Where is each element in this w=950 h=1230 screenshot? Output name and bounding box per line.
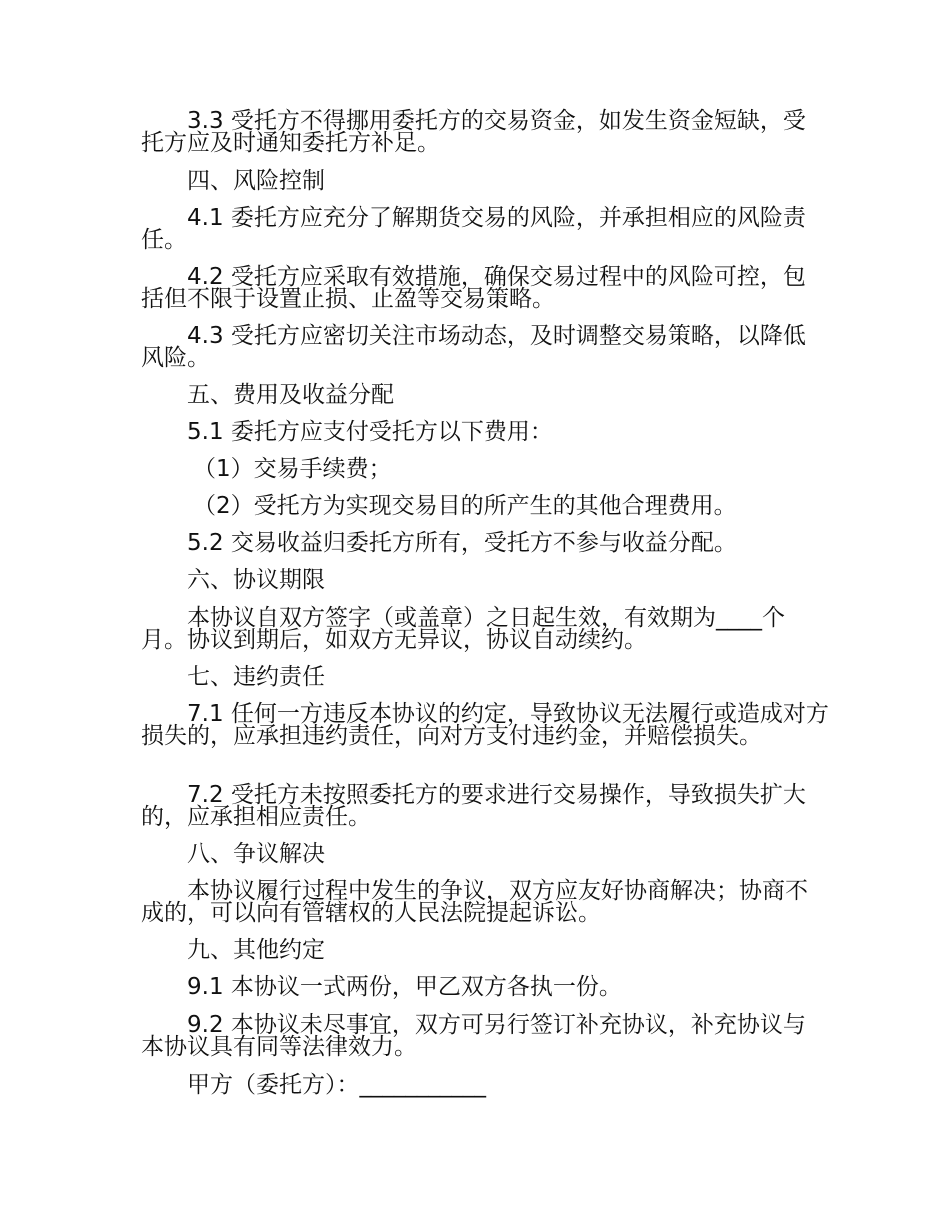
paragraph-9-2: 9.2 本协议未尽事宜，双方可另行签订补充协议，补充协议与本协议具有同等法律效力。: [141, 1012, 806, 1060]
paragraph-9-1: 9.1 本协议一式两份，甲乙双方各执一份。: [187, 974, 622, 1000]
paragraph-4-3: 4.3 受托方应密切关注市场动态，及时调整交易策略，以降低风险。: [141, 323, 806, 371]
heading-risk-control: 四、风险控制: [187, 168, 325, 194]
heading-dispute: 八、争议解决: [187, 841, 325, 867]
list-item-2: （2）受托方为实现交易目的所产生的其他合理费用。: [193, 493, 737, 519]
heading-other: 九、其他约定: [187, 937, 325, 963]
paragraph-3-3: 3.3 受托方不得挪用委托方的交易资金，如发生资金短缺，受托方应及时通知委托方补足。: [141, 108, 806, 156]
list-item-1: （1）交易手续费；: [193, 456, 392, 482]
paragraph-5-2: 5.2 交易收益归委托方所有，受托方不参与收益分配。: [187, 530, 737, 556]
heading-liability: 七、违约责任: [187, 664, 325, 690]
paragraph-7-2: 7.2 受托方未按照委托方的要求进行交易操作，导致损失扩大的，应承担相应责任。: [141, 782, 806, 830]
signature-party-a: 甲方（委托方）：___________: [187, 1072, 486, 1098]
heading-fees-and-profit: 五、费用及收益分配: [187, 382, 394, 408]
paragraph-dispute: 本协议履行过程中发生的争议，双方应友好协商解决；协商不成的，可以向有管辖权的人民法院提起诉讼。: [141, 878, 808, 926]
paragraph-5-1: 5.1 委托方应支付受托方以下费用：: [187, 419, 553, 445]
heading-term: 六、协议期限: [187, 567, 325, 593]
paragraph-term: 本协议自双方签字（或盖章）之日起生效，有效期为____个月。协议到期后，如双方无异议，协议自动续约。: [141, 605, 785, 653]
paragraph-7-1: 7.1 任何一方违反本协议的约定，导致协议无法履行或造成对方损失的，应承担违约责任，向对方支付违约金，并赔偿损失。: [141, 701, 829, 749]
paragraph-4-1: 4.1 委托方应充分了解期货交易的风险，并承担相应的风险责任。: [141, 205, 806, 253]
paragraph-4-2: 4.2 受托方应采取有效措施，确保交易过程中的风险可控，包括但不限于设置止损、止盈等交易策略。: [141, 264, 806, 312]
